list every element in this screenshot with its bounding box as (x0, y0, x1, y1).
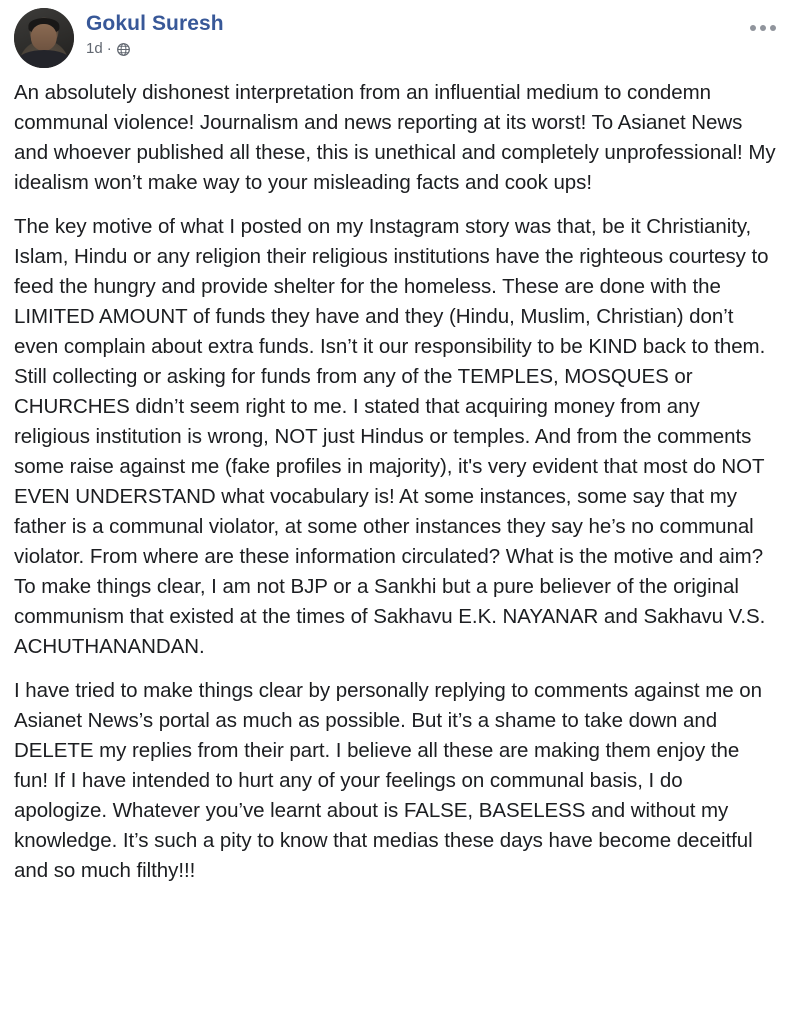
dot (760, 25, 766, 31)
avatar-body (18, 50, 70, 68)
more-options-icon[interactable] (742, 18, 776, 38)
post-paragraph: The key motive of what I posted on my Instagram story was that, be it Christianity, Islam, Hindu or any religion their religious institutions have the righteous courtesy to feed the hungry and provide shelter for the homeless. These are done with the LIMITED AMOUNT of funds they have and they (Hindu, Muslim, Christian) don’t even complain about extra funds. Isn’t it our responsibility to be KIND back to them. Still collecting or asking for funds from any of the TEMPLES, MOSQUES or CHURCHES didn’t seem right to me. I stated that acquiring money from any religious institution is wrong, NOT just Hindus or temples. And from the comments some raise against me (fake profiles in majority), it's very evident that most do NOT EVEN UNDERSTAND what vocabulary is! At some instances, some say that my father is a communal violator, at some other instances they say he’s no communal violator. From where are these information circulated? What is the motive and aim? To make things clear, I am not BJP or a Sankhi but a pure believer of the original communism that existed at the times of Sakhavu E.K. NAYANAR and Sakhavu V.S. ACHUTHANANDAN. (14, 215, 769, 658)
post-body (14, 78, 778, 886)
post-header (14, 8, 778, 68)
dot (750, 25, 756, 31)
post-author-name[interactable]: Gokul Suresh (86, 12, 224, 35)
avatar[interactable] (14, 8, 74, 68)
post-header-text (86, 8, 224, 58)
dot (770, 25, 776, 31)
post-meta (86, 40, 224, 58)
avatar-face (31, 24, 57, 52)
post-paragraph: An absolutely dishonest interpretation from an influential medium to condemn communal violence! Journalism and news reporting at its worst! To Asianet News and whoever published all these, this is unethical and completely unprofessional! My idealism won’t make way to your misleading facts and cook ups! (14, 81, 776, 194)
meta-separator: · (106, 40, 112, 57)
globe-icon[interactable] (116, 42, 131, 57)
post-paragraph: I have tried to make things clear by personally replying to comments against me on Asianet News’s portal as much as possible. But it’s a shame to take down and DELETE my replies from their part. I believe all these are making them enjoy the fun! If I have intended to hurt any of your feelings on communal basis, I do apologize. Whatever you’ve learnt about is FALSE, BASELESS and without my knowledge. It’s such a pity to know that medias these days have become deceitful and so much filthy!!! (14, 679, 762, 882)
post-timestamp[interactable]: 1d (86, 40, 103, 57)
